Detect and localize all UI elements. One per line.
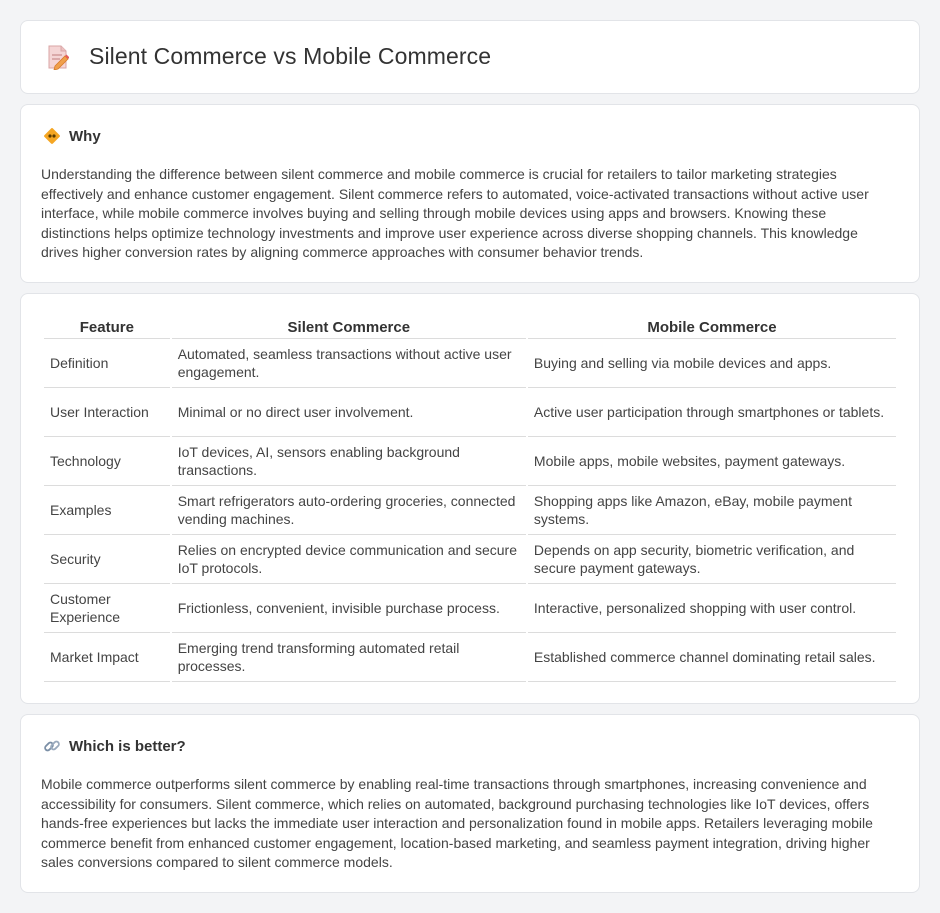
silent-cell: Minimal or no direct user involvement. [172, 388, 526, 437]
header-mobile-commerce: Mobile Commerce [528, 317, 896, 339]
table-row [44, 535, 896, 584]
why-heading-row [43, 127, 101, 145]
table-row [44, 486, 896, 535]
header-feature: Feature [44, 317, 170, 339]
mobile-cell: Depends on app security, biometric verification, and secure payment gateways. [528, 535, 896, 584]
feature-cell: Customer Experience [44, 584, 170, 633]
mobile-cell: Established commerce channel dominating retail sales. [528, 633, 896, 682]
document-pencil-icon [47, 44, 69, 70]
table-row [44, 388, 896, 437]
better-heading: Which is better? [69, 737, 186, 755]
silent-cell: IoT devices, AI, sensors enabling background transactions. [172, 437, 526, 486]
header-silent-commerce: Silent Commerce [172, 317, 526, 339]
page-title: Silent Commerce vs Mobile Commerce [89, 43, 492, 69]
link-icon [43, 737, 61, 755]
feature-cell: Market Impact [44, 633, 170, 682]
silent-cell: Relies on encrypted device communication and secure IoT protocols. [172, 535, 526, 584]
comparison-section [20, 293, 920, 704]
silent-cell: Emerging trend transforming automated retail processes. [172, 633, 526, 682]
table-row [44, 437, 896, 486]
why-section [20, 104, 920, 283]
table-header-row [44, 317, 896, 339]
mobile-cell: Buying and selling via mobile devices and apps. [528, 339, 896, 388]
feature-cell: Technology [44, 437, 170, 486]
better-heading-row [43, 737, 186, 755]
diamond-sign-icon [43, 127, 61, 145]
why-text: Understanding the difference between silent commerce and mobile commerce is crucial for retailers to tailor marketing strategies effectively and enhance customer engagement. Silent commerce refers to automated, voice-activated transactions without active user interface, while mobile commerce involves buying and selling through mobile devices using apps and browsers. Knowing these distinctions helps optimize technology investments and improve user experience across diverse shopping channels. This knowledge drives higher conversion rates by aligning commerce approaches with consumer behavior trends. [41, 166, 869, 261]
comparison-table [42, 317, 898, 682]
silent-cell: Automated, seamless transactions without active user engagement. [172, 339, 526, 388]
title-card [20, 20, 920, 94]
better-text: Mobile commerce outperforms silent commerce by enabling real-time transactions through smartphones, increasing convenience and accessibility for consumers. Silent commerce, which relies on automated, background purchasing technologies like IoT devices, offers hands-free experiences but lacks the immediate user interaction and personalization found in mobile apps. Retailers leveraging mobile commerce benefit from enhanced customer engagement, location-based marketing, and seamless payment integration, driving higher sales conversions compared to silent commerce models. [41, 776, 873, 871]
why-heading: Why [69, 127, 101, 145]
table-row [44, 633, 896, 682]
mobile-cell: Interactive, personalized shopping with user control. [528, 584, 896, 633]
feature-cell: User Interaction [44, 388, 170, 437]
mobile-cell: Active user participation through smartphones or tablets. [528, 388, 896, 437]
silent-cell: Smart refrigerators auto-ordering groceries, connected vending machines. [172, 486, 526, 535]
mobile-cell: Shopping apps like Amazon, eBay, mobile payment systems. [528, 486, 896, 535]
better-section [20, 714, 920, 893]
mobile-cell: Mobile apps, mobile websites, payment gateways. [528, 437, 896, 486]
table-row [44, 584, 896, 633]
title-row [47, 43, 491, 70]
table-row [44, 339, 896, 388]
feature-cell: Examples [44, 486, 170, 535]
feature-cell: Definition [44, 339, 170, 388]
feature-cell: Security [44, 535, 170, 584]
silent-cell: Frictionless, convenient, invisible purchase process. [172, 584, 526, 633]
